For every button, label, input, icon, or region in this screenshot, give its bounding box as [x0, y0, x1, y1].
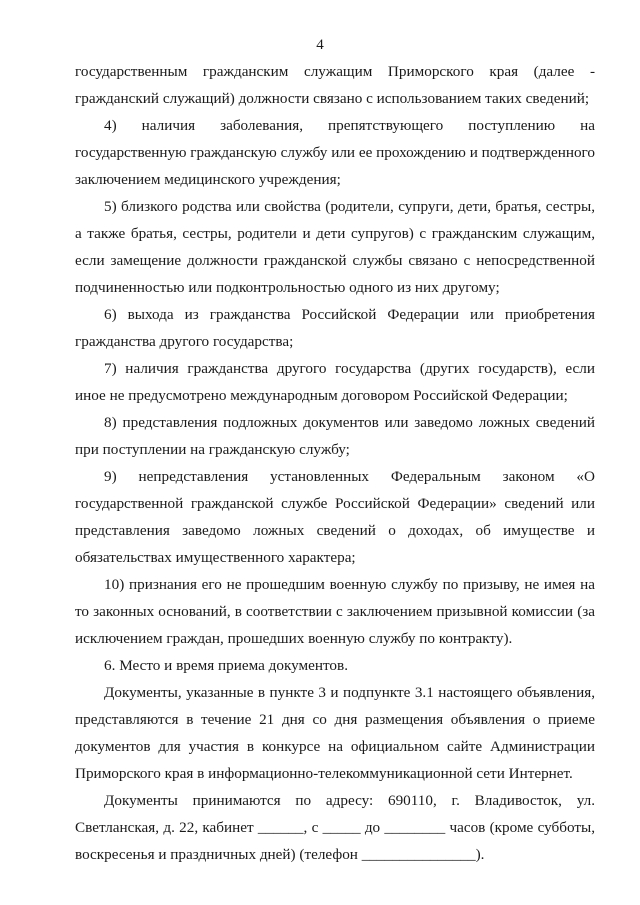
paragraph-item-5: 5) близкого родства или свойства (родители, супруги, дети, братья, сестры, а также братья, сестры, родители и дети супругов) с гражданским служащим, если замещение должности гражданской службы связано с непосредственной подчиненностью или подконтрольностью одного из них другому; — [75, 198, 595, 296]
document-body — [75, 58, 595, 868]
section-heading-6: 6. Место и время приема документов. — [104, 657, 348, 674]
paragraph-item-9: 9) непредставления установленных Федеральным законом «О государственной гражданской службе Российской Федерации» сведений или представления заведомо ложных сведений о доходах, об имуществе и обязательствах имущественного характера; — [75, 468, 595, 566]
paragraph-item-4: 4) наличия заболевания, препятствующего поступлению на государственную гражданскую службу или ее прохождению и подтвержденного заключением медицинского учреждения; — [75, 117, 595, 188]
paragraph-continuation: государственным гражданским служащим Приморского края (далее - гражданский служащий) должности связано с использованием таких сведений; — [75, 63, 595, 107]
paragraph-item-7: 7) наличия гражданства другого государства (других государств), если иное не предусмотрено международным договором Российской Федерации; — [75, 360, 595, 404]
paragraph-item-6: 6) выхода из гражданства Российской Федерации или приобретения гражданства другого государства; — [75, 306, 595, 350]
paragraph-documents-deadline: Документы, указанные в пункте 3 и подпункте 3.1 настоящего объявления, представляются в течение 21 дня со дня размещения объявления о приеме документов для участия в конкурсе на официальном сайте Администрации Приморского края в информационно-телекоммуникационной сети Интернет. — [75, 684, 595, 782]
paragraph-item-10: 10) признания его не прошедшим военную службу по призыву, не имея на то законных оснований, в соответствии с заключением призывной комиссии (за исключением граждан, прошедших военную службу по контракту). — [75, 576, 595, 647]
paragraph-item-8: 8) представления подложных документов или заведомо ложных сведений при поступлении на гражданскую службу; — [75, 414, 595, 458]
paragraph-documents-address: Документы принимаются по адресу: 690110, г. Владивосток, ул. Светланская, д. 22, кабинет ______, с _____ до ________ часов (кроме субботы, воскресенья и праздничных дней) (телефон _______________). — [75, 792, 595, 863]
page-number: 4 — [316, 37, 324, 53]
